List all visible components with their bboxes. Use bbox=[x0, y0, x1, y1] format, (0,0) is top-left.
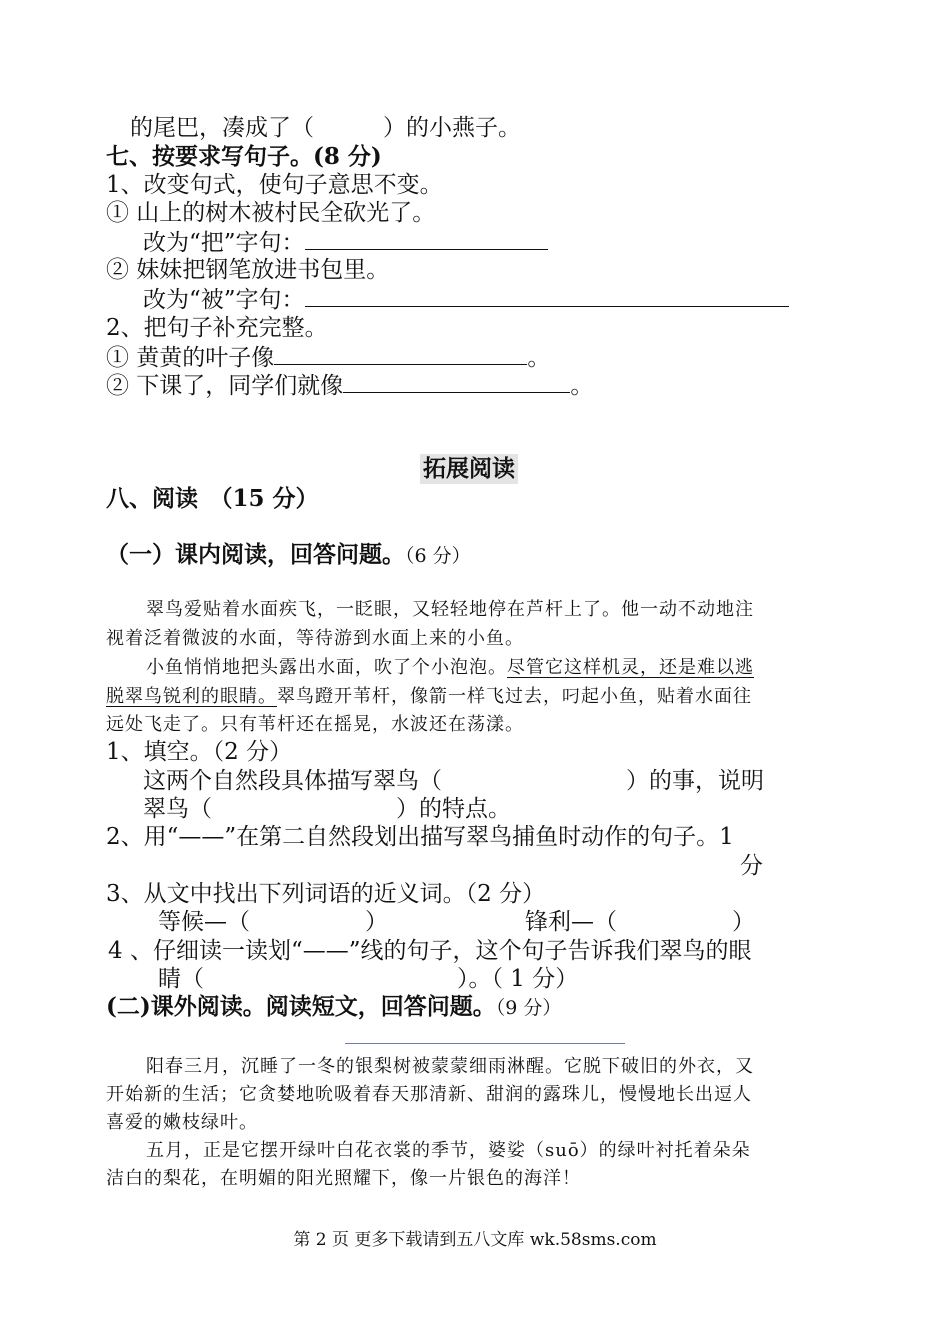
q8-3-word-a: 等候—（ ） bbox=[158, 909, 388, 935]
sentence-1-end: 。 bbox=[527, 345, 551, 371]
passage-1-p2-line-2 bbox=[106, 684, 752, 710]
q7-2-instruction: 2、把句子补充完整。 bbox=[106, 315, 328, 341]
sentence-2-blank[interactable] bbox=[343, 370, 570, 393]
section-8-heading: 八、阅读 （15 分） bbox=[106, 485, 319, 512]
q7-1-bei-prompt bbox=[143, 284, 789, 315]
bei-prompt-label: 改为“被”字句： bbox=[143, 287, 305, 313]
divider-line bbox=[345, 1043, 625, 1044]
q7-2-sentence-1 bbox=[106, 342, 550, 373]
sentence-2-end: 。 bbox=[570, 373, 594, 399]
passage-2-p1-line-2: 开始新的生活；它贪婪地吮吸着春天那清新、甜润的露珠儿，慢慢地长出逗人 bbox=[106, 1084, 752, 1105]
ba-prompt-label: 改为“把”字句： bbox=[143, 230, 305, 256]
passage-2-p1-line-3: 喜爱的嫩枝绿叶。 bbox=[106, 1112, 258, 1133]
passage-2-p2-line-2: 洁白的梨花，在明媚的阳光照耀下，像一片银色的海洋！ bbox=[106, 1168, 581, 1189]
q8-4-line-2: 睛（ ）。（ 1 分） bbox=[158, 966, 579, 992]
page-footer: 第 2 页 更多下载请到五八文库 wk.58sms.com bbox=[293, 1230, 657, 1250]
section-7-heading: 七、按要求写句子。(8 分) bbox=[106, 143, 382, 170]
q8-2-line-2: 分 bbox=[740, 853, 763, 879]
q8-4-line-1: 4 、仔细读一读划“——”线的句子，这个句子告诉我们翠鸟的眼 bbox=[108, 938, 752, 964]
passage-1-p2-line-1 bbox=[146, 655, 754, 681]
passage-1-p2-continuation: 翠鸟蹬开苇杆，像箭一样飞过去，叼起小鱼，贴着水面往 bbox=[277, 686, 752, 707]
ba-answer-blank[interactable] bbox=[305, 227, 548, 250]
passage-1-underlined-sentence-part-1: 尽管它这样机灵，还是难以逃 bbox=[507, 657, 754, 678]
sentence-2-text: ② 下课了，同学们就像 bbox=[106, 373, 344, 399]
passage-2-p2-line-1: 五月，正是它摆开绿叶白花衣裳的季节，婆娑（suō）的绿叶衬托着朵朵 bbox=[146, 1140, 751, 1161]
part-1-heading bbox=[106, 540, 471, 571]
q7-1-sentence-2: ② 妹妹把钢笔放进书包里。 bbox=[106, 257, 390, 283]
passage-2-p1-line-1: 阳春三月，沉睡了一冬的银梨树被蒙蒙细雨淋醒。它脱下破旧的外衣，又 bbox=[146, 1056, 754, 1077]
swallow-line: 的尾巴，凑成了（ ）的小燕子。 bbox=[130, 115, 521, 141]
passage-1-p1-line-1: 翠鸟爱贴着水面疾飞，一眨眼，又轻轻地停在芦杆上了。他一动不动地注 bbox=[146, 599, 754, 620]
part-1-points: （6 分） bbox=[405, 545, 471, 567]
q8-3-word-b: 锋利—（ ） bbox=[525, 909, 755, 935]
sentence-1-blank[interactable] bbox=[274, 342, 527, 365]
passage-1-p1-line-2: 视着泛着微波的水面，等待游到水面上来的小鱼。 bbox=[106, 628, 524, 649]
q8-2-line-1: 2、用“——”在第二自然段划出描写翠鸟捕鱼时动作的句子。1 bbox=[106, 824, 734, 850]
passage-1-p2-line-3: 远处飞走了。只有苇杆还在摇晃，水波还在荡漾。 bbox=[106, 714, 524, 735]
extension-reading-title: 拓展阅读 bbox=[420, 454, 518, 484]
q8-1-line-2: 翠鸟（ ）的特点。 bbox=[143, 796, 511, 822]
part-1-title: （一）课内阅读，回答问题。 bbox=[106, 541, 405, 568]
passage-1-p2-plain: 小鱼悄悄地把头露出水面，吹了个小泡泡。 bbox=[146, 657, 507, 678]
q7-2-sentence-2 bbox=[106, 370, 593, 401]
q8-1-label: 1、填空。（2 分） bbox=[106, 739, 293, 765]
q8-1-line-1: 这两个自然段具体描写翠鸟（ ）的事，说明 bbox=[143, 768, 764, 794]
sentence-1-text: ① 黄黄的叶子像 bbox=[106, 345, 275, 371]
part-2-title: (二)课外阅读。阅读短文，回答问题。 bbox=[106, 993, 496, 1020]
q7-1-sentence-1: ① 山上的树木被村民全砍光了。 bbox=[106, 200, 436, 226]
q8-3-label: 3、从文中找出下列词语的近义词。（2 分） bbox=[106, 881, 546, 907]
part-2-heading bbox=[106, 992, 561, 1023]
passage-1-underlined-sentence-part-2: 脱翠鸟锐利的眼睛。 bbox=[106, 686, 277, 707]
part-2-points: （9 分） bbox=[495, 997, 562, 1019]
q7-1-ba-prompt bbox=[143, 227, 548, 258]
q7-1-instruction: 1、改变句式，使句子意思不变。 bbox=[106, 172, 443, 198]
bei-answer-blank[interactable] bbox=[305, 284, 789, 307]
